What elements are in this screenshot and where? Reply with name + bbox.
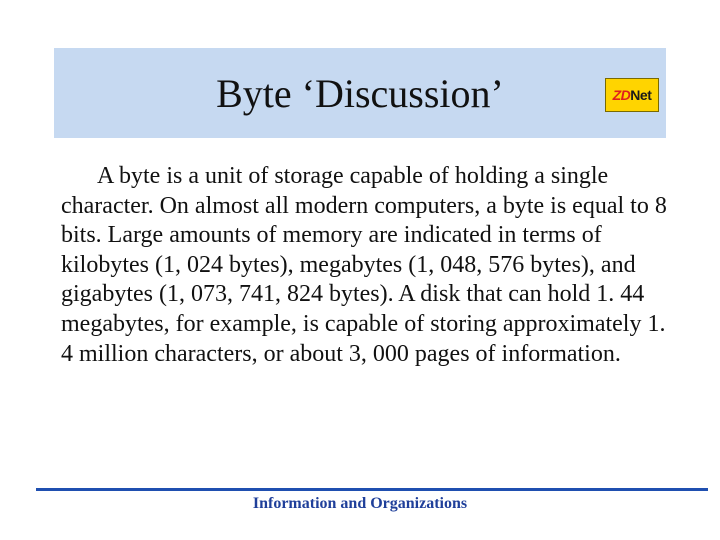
zdnet-logo <box>605 78 659 112</box>
body-paragraph: A byte is a unit of storage capable of holding a single character. On almost all modern computers, a byte is equal to 8 bits. Large amounts of memory are indicated in terms of kilobytes (1, 024 bytes), megabytes (1, 048, 576 bytes), and gigabytes (1, 073, 741, 824 bytes). A disk that can hold 1. 44 megabytes, for example, is capable of storing approximately 1. 4 million characters, or about 3, 000 pages of information. <box>61 163 667 367</box>
footer-divider <box>36 488 708 491</box>
slide-title: Byte ‘Discussion’ <box>216 71 504 116</box>
title-bar <box>54 48 666 138</box>
footer-label: Information and Organizations <box>252 495 468 512</box>
logo-text-net: Net <box>630 87 652 103</box>
logo-text-zd: ZD <box>612 87 631 103</box>
